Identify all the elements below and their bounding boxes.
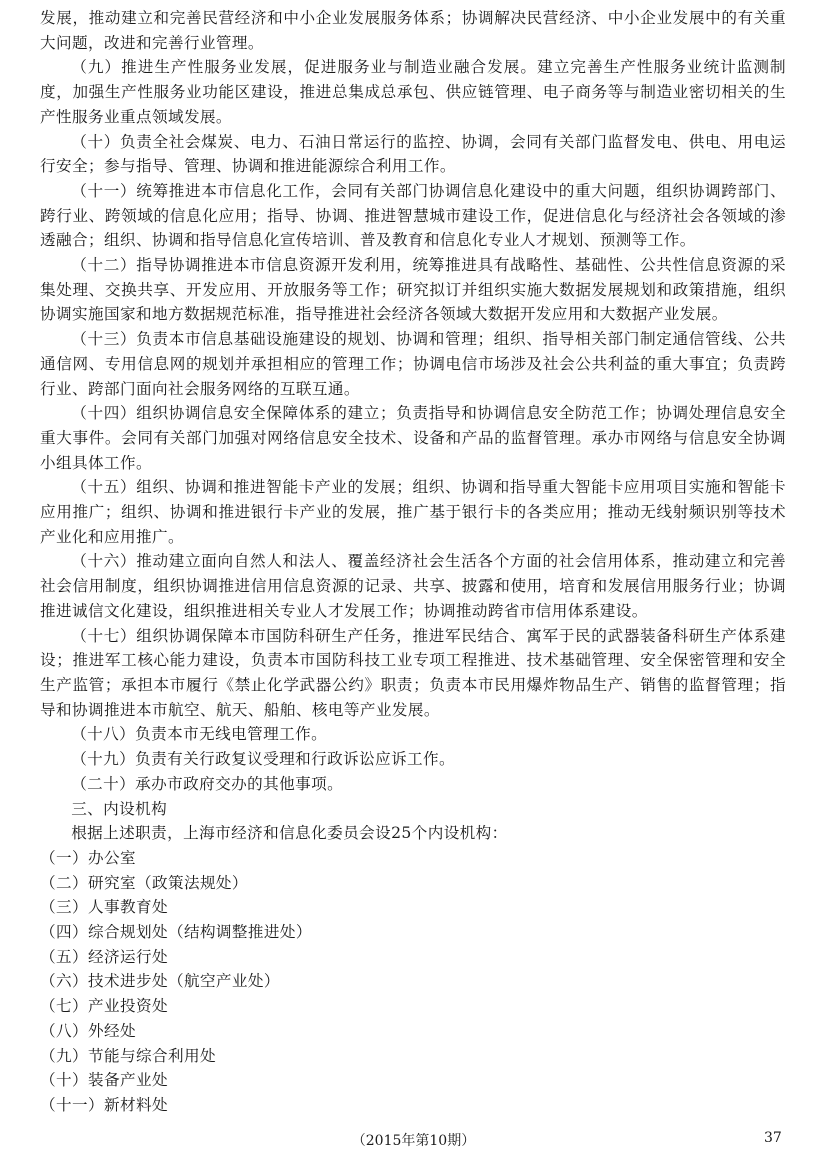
department-list-item: （五）经济运行处 — [40, 947, 168, 966]
department-list-item: （六）技术进步处（航空产业处） — [40, 972, 280, 991]
body-paragraph: （十六）推动建立面向自然人和法人、覆盖经济社会生活各个方面的社会信用体系，推动建立和完善社会信用制度，组织协调推进信用信息资源的记录、共享、披露和使用，培育和发展信用服务行业；协调推进诚信文化建设，组织推进相关专业人才发展工作；协调推动跨省市信用体系建设。 — [40, 552, 786, 620]
department-list-item: （十一）新材料处 — [40, 1095, 168, 1114]
department-list-item: （二）研究室（政策法规处） — [40, 873, 248, 892]
department-list-item: （七）产业投资处 — [40, 997, 168, 1016]
body-paragraph: （十四）组织协调信息安全保障体系的建立；负责指导和协调信息安全防范工作；协调处理信息安全重大事件。会同有关部门加强对网络信息安全技术、设备和产品的监督管理。承办市网络与信息安全协调小组具体工作。 — [40, 404, 786, 472]
body-paragraph: 三、内设机构 — [71, 799, 168, 818]
body-paragraph: 发展，推动建立和完善民营经济和中小企业发展服务体系；协调解决民营经济、中小企业发展中的有关重大问题，改进和完善行业管理。 — [40, 9, 786, 52]
body-paragraph: （十二）指导协调推进本市信息资源开发利用，统筹推进具有战略性、基础性、公共性信息资源的采集处理、交换共享、开发应用、开放服务等工作；研究拟订并组织实施大数据发展规划和政策措施，组织协调实施国家和地方数据规范标准，指导推进社会经济各领域大数据开发应用和大数据产业发展。 — [40, 256, 786, 324]
body-paragraph: （十一）统筹推进本市信息化工作，会同有关部门协调信息化建设中的重大问题，组织协调跨部门、跨行业、跨领域的信息化应用；指导、协调、推进智慧城市建设工作，促进信息化与经济社会各领域的渗透融合；组织、协调和指导信息化宣传培训、普及教育和信息化专业人才规划、预测等工作。 — [40, 181, 786, 250]
department-list-item: （十）装备产业处 — [40, 1071, 168, 1090]
department-list-item: （一）办公室 — [40, 848, 136, 867]
body-paragraph: （十三）负责本市信息基础设施建设的规划、协调和管理；组织、指导相关部门制定通信管线、公共通信网、专用信息网的规划并承担相应的管理工作；协调电信市场涉及社会公共利益的重大事宜；负责跨行业、跨部门面向社会服务网络的互联互通。 — [40, 330, 786, 398]
document-body — [40, 6, 786, 1118]
body-paragraph: （十五）组织、协调和推进智能卡产业的发展；组织、协调和指导重大智能卡应用项目实施和智能卡应用推广；组织、协调和推进银行卡产业的发展，推广基于银行卡的各类应用；推动无线射频识别等技术产业化和应用推广。 — [40, 478, 786, 546]
page-number: 37 — [764, 1130, 782, 1146]
body-paragraph: （十九）负责有关行政复议受理和行政诉讼应诉工作。 — [71, 750, 456, 769]
body-paragraph: 根据上述职责，上海市经济和信息化委员会设25个内设机构： — [71, 824, 508, 843]
department-list-item: （九）节能与综合利用处 — [40, 1046, 216, 1065]
department-list-item: （四）综合规划处（结构调整推进处） — [40, 923, 312, 942]
body-paragraph: （二十）承办市政府交办的其他事项。 — [71, 774, 344, 793]
body-paragraph: （九）推进生产性服务业发展，促进服务业与制造业融合发展。建立完善生产性服务业统计监测制度，加强生产性服务业功能区建设，推进总集成总承包、供应链管理、电子商务等与制造业密切相关的生产性服务业重点领域发展。 — [40, 58, 786, 126]
body-paragraph: （十八）负责本市无线电管理工作。 — [71, 725, 328, 744]
page-footer — [0, 1130, 827, 1154]
department-list-item: （三）人事教育处 — [40, 898, 168, 917]
department-list-item: （八）外经处 — [40, 1021, 136, 1040]
issue-label: （2015年第10期） — [351, 1133, 476, 1149]
body-paragraph: （十七）组织协调保障本市国防科研生产任务，推进军民结合、寓军于民的武器装备科研生产体系建设；推进军工核心能力建设，负责本市国防科技工业专项工程推进、技术基础管理、安全保密管理和安全生产监管；承担本市履行《禁止化学武器公约》职责；负责本市民用爆炸物品生产、销售的监督管理；指导和协调推进本市航空、航天、船舶、核电等产业发展。 — [40, 626, 786, 719]
body-paragraph: （十）负责全社会煤炭、电力、石油日常运行的监控、协调，会同有关部门监督发电、供电、用电运行安全；参与指导、管理、协调和推进能源综合利用工作。 — [40, 132, 786, 176]
